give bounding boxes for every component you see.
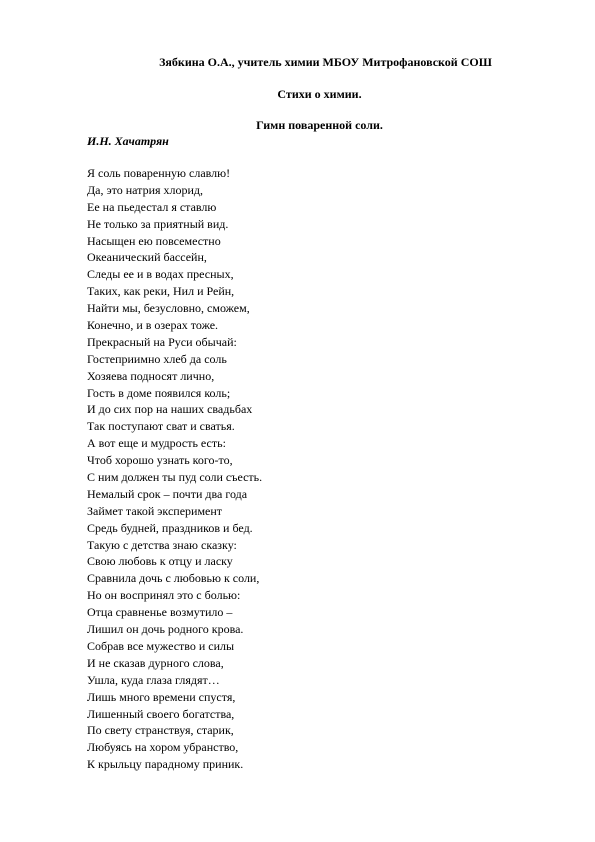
poem-line: Немалый срок – почти два года — [87, 486, 248, 501]
poem-line: Лишенный своего богатства, — [87, 706, 235, 721]
poem-line: Любуясь на хором убранство, — [87, 740, 239, 755]
poem-line: Таких, как реки, Нил и Рейн, — [87, 284, 235, 299]
poem-line: Найти мы, безусловно, сможем, — [87, 301, 250, 316]
poem-line: Насыщен ею повсеместно — [87, 233, 221, 248]
poem-line: По свету странствуя, старик, — [87, 723, 234, 738]
poem-line: Собрав все мужество и силы — [87, 638, 235, 653]
poem-line: Средь будней, праздников и бед. — [87, 520, 253, 535]
poem-line: Такую с детства знаю сказку: — [87, 537, 237, 552]
poem-line: А вот еще и мудрость есть: — [87, 436, 226, 451]
poem-line: Прекрасный на Руси обычай: — [87, 334, 237, 349]
poem-line: Отца сравненье возмутило – — [87, 605, 233, 620]
poem-line: Лишь много времени спустя, — [87, 689, 236, 704]
poem-line: Конечно, и в озерах тоже. — [87, 318, 219, 333]
poem-line: И до сих пор на наших свадьбах — [87, 402, 253, 417]
poem-line: Не только за приятный вид. — [87, 216, 229, 231]
document-subtitle: Стихи о химии. — [277, 87, 362, 101]
poem-line: Я соль поваренную славлю! — [87, 166, 231, 180]
poem-line: Лишил он дочь родного крова. — [87, 622, 244, 637]
poem-text — [87, 165, 262, 773]
poem-line: Гостеприимно хлеб да соль — [87, 351, 227, 366]
poem-line: Но он воспринял это с болью: — [87, 588, 241, 603]
poem-line: Займет такой эксперимент — [87, 503, 223, 518]
poem-line: И не сказав дурного слова, — [87, 655, 224, 670]
poem-line: Да, это натрия хлорид, — [87, 182, 204, 197]
poem-line: С ним должен ты пуд соли съесть. — [87, 470, 263, 485]
poem-line: Океанический бассейн, — [87, 250, 207, 265]
poem-line: Ее на пьедестал я ставлю — [87, 199, 217, 214]
poem-line: Свою любовь к отцу и ласку — [87, 554, 233, 569]
poem-line: Ушла, куда глаза глядят… — [87, 672, 220, 687]
poem-line: Следы ее и в водах пресных, — [87, 267, 234, 282]
poem-line: Так поступают сват и сватья. — [87, 419, 235, 434]
poem-line: Чтоб хорошо узнать кого-то, — [87, 453, 233, 468]
poem-title: Гимн поваренной соли. — [256, 118, 383, 132]
poem-line: Гость в доме появился коль; — [87, 385, 231, 400]
poem-line: К крыльцу парадному приник. — [87, 757, 244, 772]
poet-name: И.Н. Хачатрян — [87, 134, 169, 148]
author-line: Зябкина О.А., учитель химии МБОУ Митрофановской СОШ — [159, 55, 492, 69]
poem-line: Хозяева подносят лично, — [87, 368, 215, 383]
poem-line: Сравнила дочь с любовью к соли, — [87, 571, 260, 586]
